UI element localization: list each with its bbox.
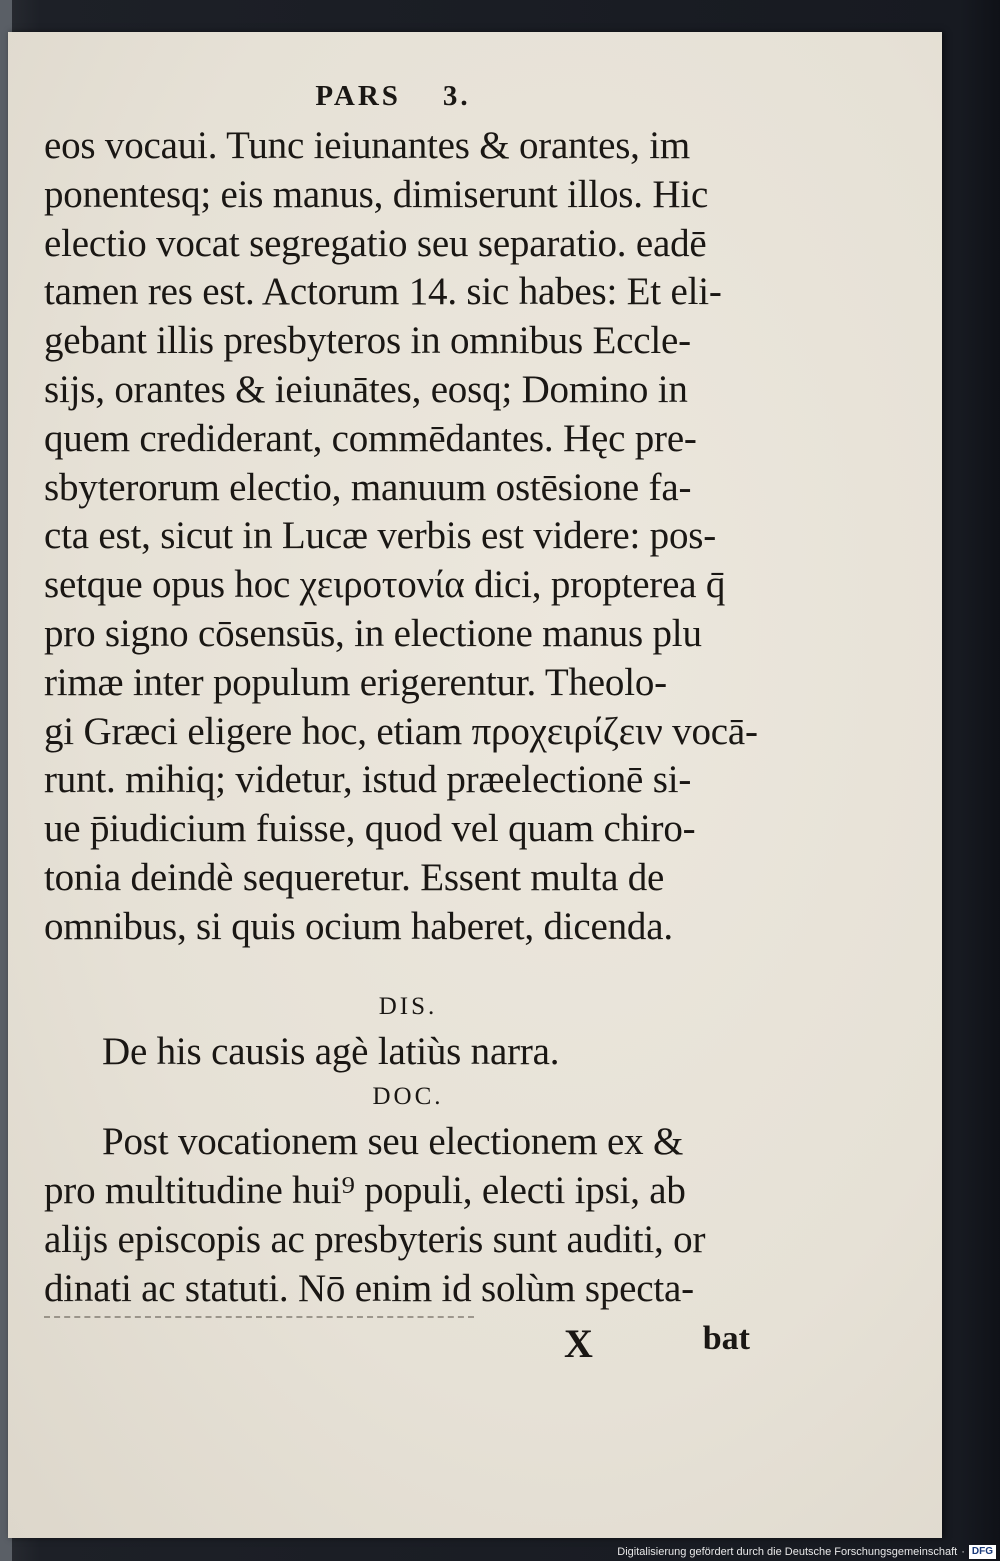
text-line: tonia deindè sequeretur. Essent multa de [44,855,665,899]
speaker-label-doc: DOC. [372,1083,444,1111]
signature-mark: X [564,1320,593,1366]
text-line: runt. mihiq; videtur, istud præelectionē si- [44,758,692,802]
catchword: bat [702,1319,750,1357]
body-text [44,122,772,1314]
text-line: omnibus, si quis ocium haberet, dicenda. [44,904,673,948]
dfg-logo: DFG [969,1545,996,1559]
text-line: tamen res est. Actorum 14. sic habes: Et eli- [44,270,722,314]
page-content [44,76,772,1368]
book-page [8,32,942,1538]
text-line: sijs, orantes & ieiunātes, eosq; Domino in [44,367,688,411]
text-line: sbyterorum electio, manuum ostēsione fa- [44,465,692,509]
credit-text: Digitalisierung gefördert durch die Deutsche Forschungsgemeinschaft [617,1546,958,1558]
text-line: cta est, sicut in Lucæ verbis est videre: pos- [44,514,717,558]
text-line: dinati ac statuti. Nō enim id solùm specta- [44,1266,694,1310]
running-head-number: 3. [442,80,471,112]
text-line: alijs episcopis ac presbyteris sunt auditi, or [44,1217,706,1261]
text-line: electio vocat segregatio seu separatio. eadē [44,221,707,265]
digitization-credit: Digitalisierung gefördert durch die Deutsche Forschungsgemeinschaft · DFG [617,1545,996,1559]
text-line: eos vocaui. Tunc ieiunantes & orantes, im [44,124,691,167]
dialogue-line: De his causis agè latiùs narra. [102,1029,560,1073]
text-line: quem crediderant, commēdantes. Hęc pre- [44,416,697,460]
text-line: setque opus hoc χειροτονία dici, propterea q̄ [44,563,726,607]
text-line: pro multitudine hui⁹ populi, electi ipsi, ab [44,1169,686,1213]
text-line: gebant illis presbyteros in omnibus Eccle- [44,319,691,363]
text-line: ue p̄iudicium fuisse, quod vel quam chiro- [44,807,696,851]
underline-mark [44,1316,474,1322]
page-footer [44,1316,772,1368]
text-line: ponentesq; eis manus, dimiserunt illos. Hic [44,172,709,216]
speaker-label-dis: DIS. [378,992,438,1020]
text-line: gi Græci eligere hoc, etiam προχειρίζειν vocā- [44,709,758,753]
text-line: pro signo cōsensūs, in electione manus plu [44,611,702,655]
text-line: rimæ inter populum erigerentur. Theolo- [44,660,667,704]
text-line: Post vocationem seu electionem ex & [102,1120,684,1164]
running-head [14,76,772,116]
running-head-title: PARS [315,80,401,112]
